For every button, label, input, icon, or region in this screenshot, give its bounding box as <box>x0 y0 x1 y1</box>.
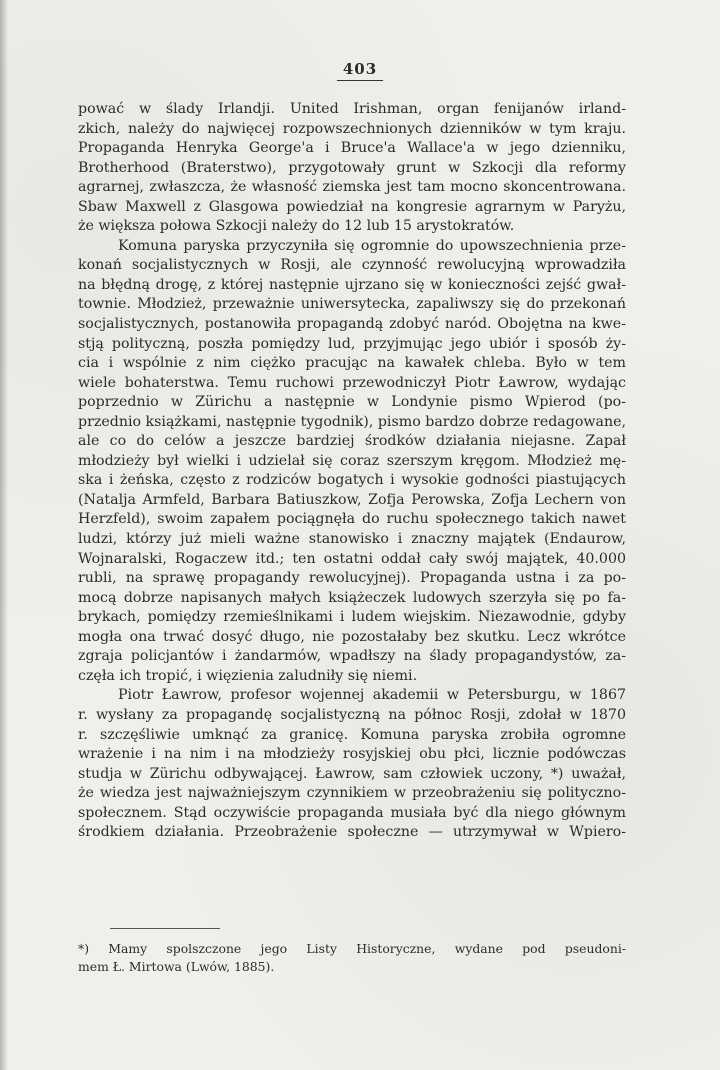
text-line: socjalistycznych, postanowiła propagandą zdobyć naród. Obojętna na kwe- <box>78 316 626 333</box>
text-line: Sbaw Maxwell z Glasgowa powiedział na kongresie agrarnym w Paryżu, <box>78 198 626 215</box>
text-line: agrarnej, zwłaszcza, że własność ziemska jest tam mocno skoncentrowana. <box>78 179 626 196</box>
text-line: r. szczęśliwie umknąć za granicę. Komuna paryska zrobiła ogromne <box>78 726 626 743</box>
text-line: studja w Zürichu odbywającej. Ławrow, sam człowiek uczony, *) uważał, <box>78 765 626 782</box>
text-line: mocą dobrze napisanych małych książeczek ludowych szerzyła się po fa- <box>78 589 626 606</box>
text-line: rubli, na sprawę propagandy rewolucyjnej). Propaganda ustna i za po- <box>78 570 626 587</box>
text-line: przednio książkami, następnie tygodnik), pismo bardzo dobrze redagowane, <box>78 413 626 430</box>
text-line: brykach, pomiędzy rzemieślnikami i ludem wiejskim. Niezawodnie, gdyby <box>78 609 626 626</box>
footnote-line: mem Ł. Mirtowa (Lwów, 1885). <box>78 959 275 974</box>
text-line: Brotherhood (Braterstwo), przygotowały grunt w Szkocji dla reformy <box>78 159 626 176</box>
text-line: pować w ślady Irlandji. United Irishman, organ fenijanów irland- <box>78 101 626 117</box>
page-number <box>0 60 720 78</box>
text-line: społecznem. Stąd oczywiście propaganda musiała być dla niego głównym <box>78 804 626 821</box>
text-line: zgraja policjantów i żandarmów, wpadłszy na ślady propagandystów, za- <box>78 648 626 665</box>
text-line: ale co do celów a jeszcze bardziej środków działania niejasne. Zapał <box>78 433 626 450</box>
text-line: konań socjalistycznych w Rosji, ale czynność rewolucyjną wprowadziła <box>78 257 626 274</box>
footnote-divider <box>110 928 220 929</box>
text-line: mogła ona trwać dosyć długo, nie pozostałaby bez skutku. Lecz wkrótce <box>78 628 626 645</box>
text-line: że większa połowa Szkocji należy do 12 lub 15 arystokratów. <box>78 218 515 235</box>
text-line: że wiedza jest najważniejszym czynnikiem w przeobrażeniu się polityczno- <box>78 785 626 802</box>
text-line: wrażenie i na nim i na młodzieży rosyjskiej obu płci, licznie podówczas <box>78 746 626 763</box>
text-line: zkich, należy do najwięcej rozpowszechnionych dzienników w tym kraju. <box>78 120 626 137</box>
text-line: Piotr Ławrow, profesor wojennej akademii w Petersburgu, w 1867 <box>118 687 626 704</box>
text-line: Herzfeld), swoim zapałem pociągnęła do ruchu społecznego takich nawet <box>78 511 626 528</box>
text-line: środkiem działania. Przeobrażenie społeczne — utrzymywał w Wpiero- <box>78 824 626 841</box>
main-text-block <box>78 100 626 843</box>
text-line: młodzieży był wielki i udzielał się coraz szerszym kręgom. Młodzież mę- <box>78 452 626 469</box>
footnote-line: *) Mamy spolszczone jego Listy Historyczne, wydane pod pseudoni- <box>78 941 626 956</box>
text-line: wiele bohaterstwa. Temu ruchowi przewodniczył Piotr Ławrow, wydając <box>78 374 626 391</box>
text-line: na błędną drogę, z której następnie ujrzano się w konieczności zejść gwał- <box>78 276 626 293</box>
text-line: r. wysłany za propagandę socjalistyczną na północ Rosji, zdołał w 1870 <box>78 706 626 723</box>
text-line: Komuna paryska przyczyniła się ogromnie do upowszechnienia prze- <box>118 237 626 254</box>
text-line: ludzi, którzy już mieli ważne stanowisko i znaczny majątek (Endaurow, <box>78 531 626 548</box>
text-line: ska i żeńska, często z rodziców bogatych i wysokie godności piastujących <box>78 472 626 489</box>
text-line: częła ich tropić, i więzienia zaludniły się niemi. <box>78 667 418 684</box>
text-line: stją polityczną, poszła pomiędzy lud, przyjmując jego ubiór i sposób ży- <box>78 335 626 352</box>
page-number-text: 403 <box>337 60 383 81</box>
page-edge-shadow <box>0 0 8 1070</box>
text-line: poprzednio w Zürichu a następnie w Londynie pismo Wpierod (po- <box>78 394 626 411</box>
text-line: Propaganda Henryka George'a i Bruce'a Wallace'a w jego dzienniku, <box>78 140 626 157</box>
footnote-block <box>78 940 626 976</box>
text-line: cia i wspólnie z nim ciężko pracując na kawałek chleba. Było w tem <box>78 355 626 372</box>
text-line: (Natalja Armfeld, Barbara Batiuszkow, Zofja Perowska, Zofja Lechern von <box>78 491 626 508</box>
text-line: townie. Młodzież, przeważnie uniwersytecka, zapaliwszy się do przekonań <box>78 296 626 313</box>
text-line: Wojnaralski, Rogaczew itd.; ten ostatni oddał cały swój majątek, 40.000 <box>78 550 626 567</box>
